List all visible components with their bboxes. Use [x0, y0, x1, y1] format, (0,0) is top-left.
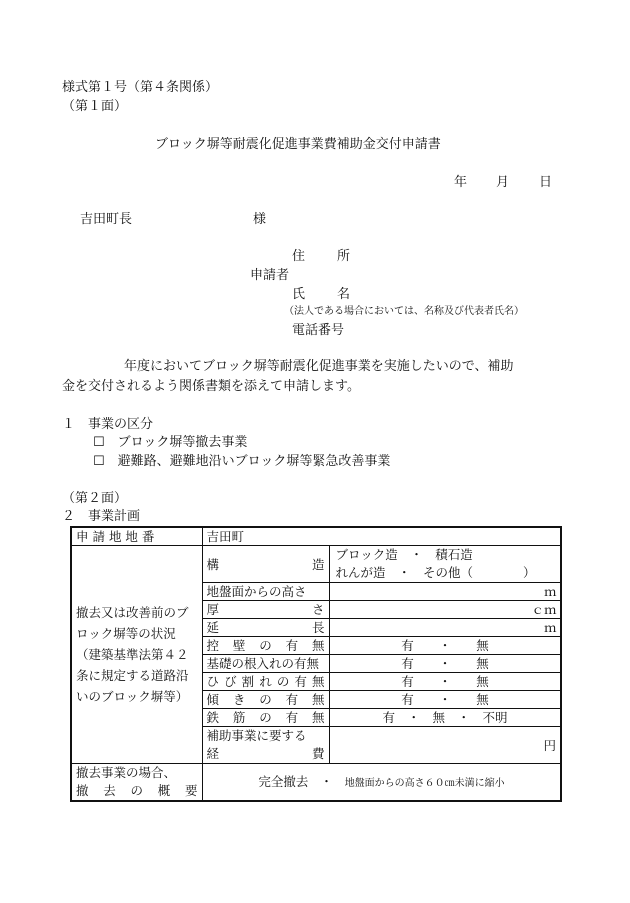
- table-row: [71, 527, 561, 546]
- buttress-label: 控 壁 の 有 無: [202, 637, 329, 655]
- site-label: 申 請 地 地 番: [71, 527, 202, 546]
- condition-side-label: 撤去又は改善前のブロック塀等の状況（建築基準法第４２条に規定する道路沿いのブロック塀等）: [71, 546, 202, 764]
- cost-value[interactable]: 円: [329, 727, 561, 764]
- structure-label: 構 造: [202, 546, 329, 583]
- removal-options[interactable]: 完全撤去 ・ 地盤面からの高さ６０㎝未満に縮小: [202, 764, 561, 802]
- body-line-1: 年度においてブロック塀等耐震化促進事業を実施したいので、補助: [124, 359, 514, 374]
- corporate-note: （法人である場合においては、名称及び代表者氏名）: [284, 306, 524, 317]
- tilt-label: 傾 き の 有 無: [202, 691, 329, 709]
- rebar-label: 鉄 筋 の 有 無: [202, 709, 329, 727]
- crack-value[interactable]: 有 ・ 無: [329, 673, 561, 691]
- checkbox-icon[interactable]: ☐: [93, 454, 105, 469]
- site-value[interactable]: 吉田町: [202, 527, 561, 546]
- applicant-label: 申請者: [250, 268, 290, 283]
- removal-option-reduce[interactable]: 地盤面からの高さ６０㎝未満に縮小: [344, 777, 505, 789]
- removal-option-full[interactable]: 完全撤去: [258, 773, 309, 789]
- phone-label: 電話番号: [292, 323, 345, 338]
- option-evacuation-route: ☐ 避難路、避難地沿いブロック塀等緊急改善事業: [93, 454, 391, 469]
- length-label: 延 長: [202, 619, 329, 637]
- thickness-value[interactable]: ｃｍ: [329, 601, 561, 619]
- body-line-2: 金を交付されるよう関係書類を添えて申請します。: [62, 379, 360, 394]
- section2-heading: ２ 事業計画: [62, 509, 141, 524]
- section1-heading: １ 事業の区分: [62, 417, 154, 432]
- foundation-value[interactable]: 有 ・ 無: [329, 655, 561, 673]
- crack-label: ひ び 割 れ の 有 無: [202, 673, 329, 691]
- table-row: [71, 764, 561, 802]
- checkbox-icon[interactable]: ☐: [93, 435, 105, 450]
- project-plan-table: [70, 526, 562, 802]
- addressee-honorific: 様: [253, 212, 267, 227]
- structure-options[interactable]: ブロック造 ・ 積石造 れんが造 ・ その他（ ）: [329, 546, 561, 583]
- address-label: 住 所: [292, 249, 350, 264]
- document-title: ブロック塀等耐震化促進事業費補助金交付申請書: [155, 137, 441, 152]
- rebar-value[interactable]: 有 ・ 無 ・ 不明: [329, 709, 561, 727]
- height-value[interactable]: ｍ: [329, 583, 561, 601]
- length-value[interactable]: ｍ: [329, 619, 561, 637]
- page-face-1: （第１面）: [62, 99, 128, 114]
- buttress-value[interactable]: 有 ・ 無: [329, 637, 561, 655]
- cost-label: 補助事業に要する 経 費: [202, 727, 329, 764]
- form-number: 様式第１号（第４条関係）: [62, 80, 219, 95]
- removal-label: 撤去事業の場合、 撤 去 の 概 要: [71, 764, 202, 802]
- height-label: 地盤面からの高さ: [202, 583, 329, 601]
- table-row: [71, 546, 561, 583]
- addressee-mayor: 吉田町長: [80, 212, 133, 227]
- date-month: 月: [496, 175, 510, 190]
- date-year: 年: [454, 175, 468, 190]
- tilt-value[interactable]: 有 ・ 無: [329, 691, 561, 709]
- option-block-removal: ☐ ブロック塀等撤去事業: [93, 435, 248, 450]
- date-day: 日: [539, 175, 553, 190]
- foundation-label: 基礎の根入れの有無: [202, 655, 329, 673]
- thickness-label: 厚 さ: [202, 601, 329, 619]
- page-face-2: （第２面）: [62, 491, 128, 506]
- name-label: 氏 名: [292, 287, 350, 302]
